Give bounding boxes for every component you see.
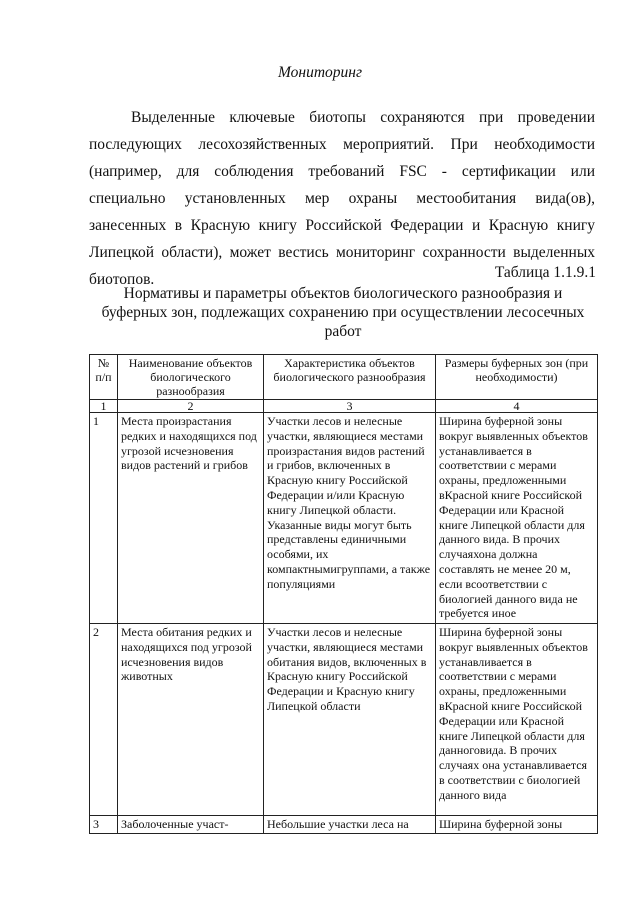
- row-buffer-size: Ширина буферной зоны вокруг выявленных объектов устанавливается в соответствии с мерами охраны, предложенными вКрасной книге Российской Федерации или Красной книге Липецкой области для данного вида. В прочих случаяхона должна составлять не менее 20 м, если всоответствии с биологией данного вида не требуется иное: [436, 413, 598, 624]
- table-header-row: [90, 355, 598, 400]
- row-object-name: Места произрастания редких и находящихся под угрозой исчезновения видов растений и грибов: [118, 413, 264, 624]
- table-number: Таблица 1.1.9.1: [494, 264, 596, 281]
- column-number-row: [90, 400, 598, 413]
- row-number: 1: [90, 413, 118, 624]
- table-row: [90, 624, 598, 816]
- header-characteristic: Характеристика объектов биологического разнообразия: [264, 355, 436, 400]
- row-number: 3: [90, 816, 118, 834]
- section-heading: Мониторинг: [277, 64, 363, 81]
- row-buffer-size: Ширина буферной зоны: [436, 816, 598, 834]
- row-object-name: Заболоченные участ-: [118, 816, 264, 834]
- row-characteristic: Участки лесов и нелесные участки, являющиеся местами произрастания видов растений и грибов, включенных в Красную книгу Российской Федерации и/или Красную книгу Липецкой области. Указанные виды могут быть представлены единичными особями, их компактнымигруппами, а также популяциями: [264, 413, 436, 624]
- row-buffer-size: Ширина буферной зоны вокруг выявленных объектов устанавливается в соответствии с мерами охраны, предложенными вКрасной книге Российской Федерации или Красной книге Липецкой области для данноговида. В прочих случаях она устанавливается в соответствии с биологией данного вида: [436, 624, 598, 816]
- table-row: [90, 816, 598, 834]
- row-characteristic: Участки лесов и нелесные участки, являющиеся местами обитания видов, включенных в Красную книгу Российской Федерации и Красную книгу Липецкой области: [264, 624, 436, 816]
- biodiversity-table: [89, 354, 598, 834]
- column-number: 4: [436, 400, 598, 413]
- column-number: 2: [118, 400, 264, 413]
- column-number: 1: [90, 400, 118, 413]
- row-characteristic: Небольшие участки леса на: [264, 816, 436, 834]
- header-number: № п/п: [90, 355, 118, 400]
- row-object-name: Места обитания редких и находящихся под угрозой исчезновения видов животных: [118, 624, 264, 816]
- table-row: [90, 413, 598, 624]
- table-title: Нормативы и параметры объектов биологического разнообразия и буферных зон, подлежащих сохранению при осуществлении лесосечных работ: [101, 285, 585, 340]
- body-paragraph: Выделенные ключевые биотопы сохраняются при проведении последующих лесохозяйственных мероприятий. При необходимости (например, для соблюдения требований FSC - сертификации или специально установленных мер охраны местообитания вида(ов), занесенных в Красную книгу Российской Федерации и Красную книгу Липецкой области), может вестись мониторинг сохранности выделенных биотопов.: [89, 109, 595, 288]
- column-number: 3: [264, 400, 436, 413]
- row-number: 2: [90, 624, 118, 816]
- header-object-name: Наименование объектов биологического разнообразия: [118, 355, 264, 400]
- header-buffer-size: Размеры буферных зон (при необходимости): [436, 355, 598, 400]
